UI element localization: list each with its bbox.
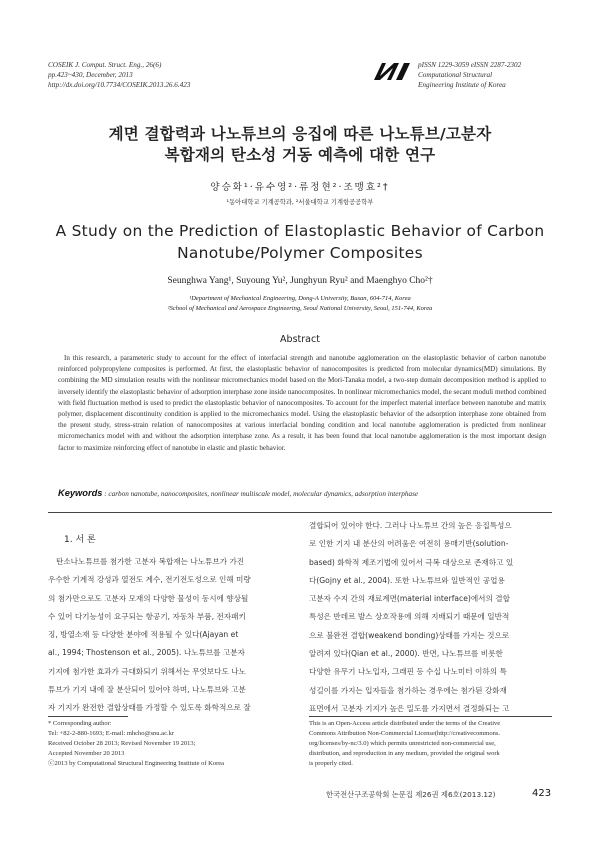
doi-link[interactable]: http://dx.doi.org/10.7734/COSEIK.2013.26.6.423 xyxy=(48,81,191,89)
text-line: based) 화학적 제조기법에 있어서 극복 대상으로 존재하고 있 xyxy=(309,557,514,567)
text-line: 튜브가 기지 내에 잘 분산되어 있어야 하며, 나노튜브와 고분 xyxy=(48,685,246,695)
copyright: ⓒ2013 by Computational Structural Engineering Institute of Korea xyxy=(48,760,225,767)
affiliation-en-2: ²School of Mechanical and Aerospace Engineering, Seoul National University, Seoul, 151-744, Korea xyxy=(167,305,433,312)
text-line: 성길이를 가지는 입자들을 첨가하는 경우에는 첨가된 강화재 xyxy=(309,685,507,695)
title-ko-line1: 계면 결합력과 나노튜브의 응집에 따른 나노튜브/고분자 xyxy=(108,125,492,143)
journal-citation: COSEIK J. Comput. Struct. Eng., 26(6) xyxy=(48,61,162,69)
page-number: 423 xyxy=(532,788,552,799)
affiliation-en-1: ¹Department of Mechanical Engineering, Dong-A University, Busan, 604-714, Korea xyxy=(189,295,411,302)
text-line: 으로 불완전 결합(weakend bonding)상태를 가지는 것으로 xyxy=(309,630,510,640)
text-line: 결합되어 있어야 한다. 그러나 나노튜브 간의 높은 응집특성으 xyxy=(309,521,512,530)
authors-en: Seunghwa Yang¹, Suyoung Yu², Junghyun Ryu² and Maenghyo Cho²† xyxy=(167,276,433,286)
footnote-right xyxy=(309,719,500,769)
title-en xyxy=(0,220,600,264)
abstract-text: In this research, a parameteric study to account for the effect of interfacial strength and nanotube agglomeration on the elastoplastic behavior of carbon nanotube reinforced polypropylene composites is performed. At first, the elastoplastic behavior of nanocomposites is predicted from molecular dynamics(MD) simulations. By combining the MD simulation results with the nonlinear micromechanics model based on the Mori-Tanaka model, a two-step domain decomposition method is applied to inversely identify the elastoplastic behavior of adsorption interphase zone inside nanocomposites. In nonlinear micromechanics model, the secant moduli method combined with field fluctuation method is used to predict the elastoplastic behavior of nanocomposites. To account for the imperfect material interface between nanotube and matrix polymer, displacement discontinuity condition is applied to the micromechanics model. Using the elastoplastic behavior of the adsorption interphase zone obtained from the present study, stress-strain relation of nanocomposites at various interfacial bonding condition and local nanotube agglomeration is predicted from nonlinear micromechanics model with and without the adsorption interphase zone. As a result, it has been found that local nanotube agglomeration is the most important design factor to maximize reinforcing effect of nanotube in elastic and plastic behavior. xyxy=(58,354,546,452)
issn: pISSN 1229-3059 eISSN 2287-2302 xyxy=(418,61,522,69)
text-line: 자 기지가 완전한 결합상태를 가정할 수 있도록 화학적으로 잘 xyxy=(48,703,251,713)
received-date: Received October 28 2013; Revised November 19 2013; xyxy=(48,740,196,747)
text-line: 알려져 있다(Qian et al., 2000). 반면, 나노튜브를 비롯한 xyxy=(309,649,503,659)
title-en-line1: A Study on the Prediction of Elastoplastic Behavior of Carbon xyxy=(55,222,545,240)
footnote-rule-right xyxy=(309,716,552,717)
page-range: pp.423~430, December, 2013 xyxy=(48,71,133,79)
license-line: org/licenses/by-nc/3.0) which permits unrestricted non-commercial use, xyxy=(309,740,496,747)
footnote-rule-left xyxy=(48,716,128,717)
text-line: 기지에 첨가한 효과가 극대화되기 위해서는 무엇보다도 나노 xyxy=(48,666,246,676)
keywords-label: Keywords xyxy=(58,488,103,498)
left-column-text xyxy=(48,553,251,718)
license-line: Commons Attribution Non-Commercial License(http://creativecommons. xyxy=(309,730,500,737)
section-heading-introduction: 1. 서 론 xyxy=(64,535,96,545)
title-ko xyxy=(0,124,600,166)
right-column-text xyxy=(309,517,513,718)
text-line: 특성은 반데르 발스 상호작용에 의해 지배되기 때문에 일반적 xyxy=(309,612,510,622)
text-line: 로 인한 기지 내 분산의 어려움은 여전히 용매기반(solution- xyxy=(309,539,509,549)
text-line: 다(Gojny et al., 2004). 또한 나노튜브와 일반적인 공업용 xyxy=(309,575,505,585)
text-line: 탄소나노튜브를 첨가한 고분자 복합재는 나노튜브가 가진 xyxy=(56,557,245,566)
text-line: 표면에서 고분자 기지가 높은 밀도를 가지면서 결정화되는 고 xyxy=(309,703,510,713)
header-left xyxy=(48,60,190,90)
footnote-left xyxy=(48,719,224,769)
header-right xyxy=(418,60,521,90)
text-line: 의 첨가만으로도 고분자 모재의 다양한 물성이 동시에 향상될 xyxy=(48,593,249,603)
abstract-title: Abstract xyxy=(280,334,320,345)
affiliations-en xyxy=(0,294,600,314)
text-line: 다양한 유무기 나노입자, 그래핀 등 수십 나노미터 이하의 특 xyxy=(309,667,507,677)
title-ko-line2: 복합재의 탄소성 거동 예측에 대한 연구 xyxy=(164,146,436,164)
license-line: distribution, and reproduction in any medium, provided the original work xyxy=(309,750,500,757)
accepted-date: Accepted November 20 2013 xyxy=(48,750,125,757)
license-line: This is an Open-Access article distributed under the terms of the Creative xyxy=(309,720,501,727)
corresponding-author: * Corresponding author: xyxy=(48,720,112,727)
text-line: 우수한 기계적 강성과 열전도 계수, 전기전도성으로 인해 미량 xyxy=(48,575,251,585)
text-line: 징, 방열소재 등 다양한 분야에 적용될 수 있다(Ajayan et xyxy=(48,630,239,640)
keywords xyxy=(58,488,418,498)
text-line: 수 있어 다기능성이 요구되는 항공기, 자동차 부품, 전자패키 xyxy=(48,611,246,621)
divider xyxy=(48,512,552,513)
journal-logo-icon xyxy=(372,60,412,82)
contact-info: Tel: +82-2-880-1693; E-mail: mhcho@snu.ac.kr xyxy=(48,730,174,737)
title-en-line2: Nanotube/Polymer Composites xyxy=(177,244,423,262)
footer-journal: 한국전산구조공학회 논문집 제26권 제6호(2013.12) xyxy=(326,790,496,799)
license-line: is properly cited. xyxy=(309,760,353,767)
text-line: 고분자 수지 간의 재료계면(material interface)에서의 결합 xyxy=(309,594,510,604)
affiliations-ko: ¹동아대학교 기계공학과, ²서울대학교 기계항공공학부 xyxy=(226,199,374,206)
authors-ko: 양승화¹·유수영²·류정현²·조맹효²† xyxy=(210,182,390,193)
publisher-line2: Engineering Institute of Korea xyxy=(418,81,506,89)
keywords-text: : carbon nanotube, nanocomposites, nonlinear multiscale model, molecular dynamics, adsorption interphase xyxy=(104,490,419,498)
publisher-line1: Computational Structural xyxy=(418,71,493,79)
text-line: al., 1994; Thostenson et al., 2005). 나노튜브를 고분자 xyxy=(48,648,245,658)
